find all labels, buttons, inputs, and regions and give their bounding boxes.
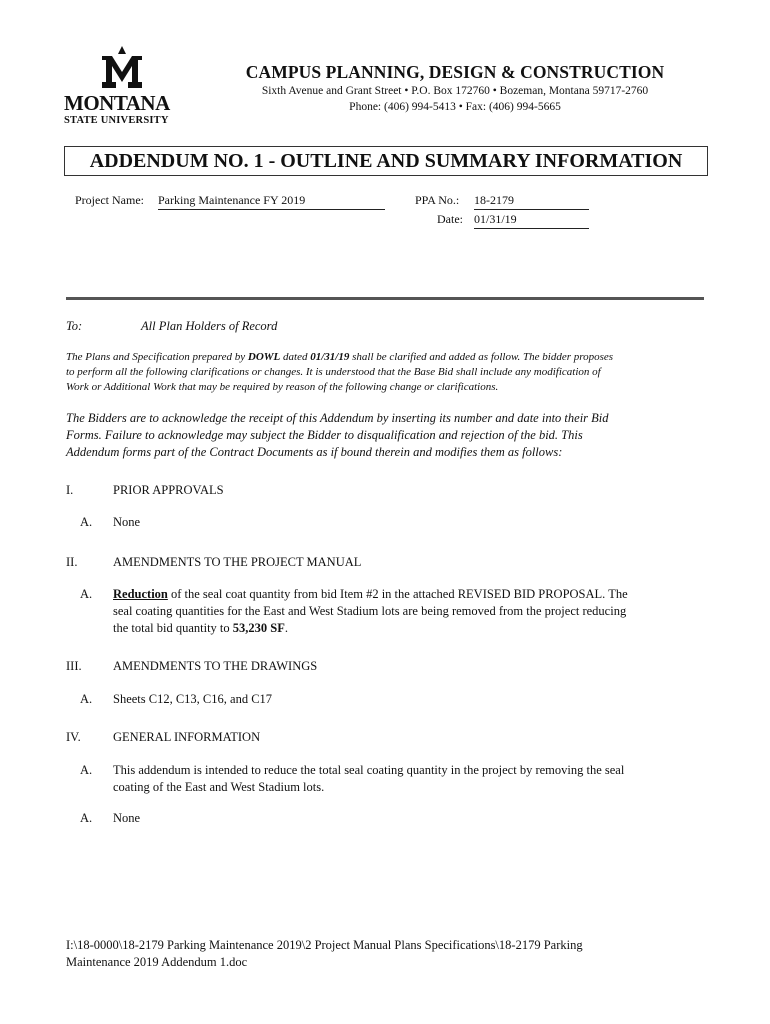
section-4-item-b-text: None bbox=[113, 811, 141, 825]
section-2-title: AMENDMENTS TO THE PROJECT MANUAL bbox=[113, 555, 362, 569]
ack-line-3: Addendum forms part of the Contract Documents as if bound therein and modifies them as follows: bbox=[66, 445, 563, 459]
section-2-item-text bbox=[113, 586, 713, 637]
logo-montana: MONTANA bbox=[64, 91, 170, 115]
intro-line-3: Work or Additional Work that may be required by reason of the following change or clarifications. bbox=[66, 381, 499, 393]
date-label: Date: bbox=[437, 212, 463, 226]
intro-text: The Plans and Specification prepared by bbox=[66, 351, 248, 363]
logo-state-university: STATE UNIVERSITY bbox=[64, 115, 169, 126]
amendment-line-1: of the seal coat quantity from bid Item #2 in the attached REVISED BID PROPOSAL. The bbox=[167, 587, 628, 601]
section-1-item-number: A. bbox=[80, 515, 93, 529]
project-name-value: Parking Maintenance FY 2019 bbox=[158, 193, 385, 210]
amendment-line-3: the total bid quantity to bbox=[113, 621, 233, 635]
general-info-line-1: This addendum is intended to reduce the total seal coating quantity in the project by removing the seal bbox=[113, 763, 625, 777]
section-3-title: AMENDMENTS TO THE DRAWINGS bbox=[113, 659, 318, 673]
section-4-number: IV. bbox=[66, 730, 81, 744]
total-quantity: 53,230 SF bbox=[232, 621, 285, 635]
header-divider bbox=[66, 297, 704, 300]
organization-phone: Phone: (406) 994-5413 • Fax: (406) 994-5665 bbox=[349, 101, 561, 113]
section-4-item-b-number: A. bbox=[80, 811, 93, 825]
amendment-period: . bbox=[284, 621, 288, 635]
montana-state-m-logo-icon bbox=[92, 44, 152, 94]
ack-line-2: Forms. Failure to acknowledge may subject the Bidder to disqualification and rejection of the bid. This bbox=[66, 428, 583, 442]
section-4-item-text bbox=[113, 762, 713, 796]
to-label: To: bbox=[66, 319, 83, 333]
ppa-no-label: PPA No.: bbox=[415, 193, 460, 207]
section-3-item-text: Sheets C12, C13, C16, and C17 bbox=[113, 692, 273, 706]
general-info-line-2: coating of the East and West Stadium lots. bbox=[113, 780, 325, 794]
section-1-number: I. bbox=[66, 483, 74, 497]
designer-name: DOWL bbox=[247, 351, 281, 363]
file-path-line-1: I:\18-0000\18-2179 Parking Maintenance 2019\2 Project Manual Plans Specifications\18-2179 Parking bbox=[66, 938, 583, 952]
to-value: All Plan Holders of Record bbox=[141, 319, 278, 333]
reduction-label: Reduction bbox=[113, 587, 168, 601]
intro-line-2: to perform all the following clarifications or changes. It is understood that the Base Bid shall include any modification of bbox=[66, 366, 601, 378]
montana-state-logo bbox=[62, 44, 182, 130]
project-name-label: Project Name: bbox=[75, 193, 144, 207]
intro-text: shall be clarified and added as follow. The bidder proposes bbox=[349, 351, 614, 363]
organization-name: CAMPUS PLANNING, DESIGN & CONSTRUCTION bbox=[245, 62, 665, 82]
section-2-item-number: A. bbox=[80, 587, 93, 601]
plan-date: 01/31/19 bbox=[310, 351, 350, 363]
section-2-number: II. bbox=[66, 555, 78, 569]
file-path-footer bbox=[66, 937, 716, 971]
section-1-title: PRIOR APPROVALS bbox=[113, 483, 224, 497]
section-3-number: III. bbox=[66, 659, 82, 673]
section-3-item-number: A. bbox=[80, 692, 93, 706]
organization-address: Sixth Avenue and Grant Street • P.O. Box 172760 • Bozeman, Montana 59717-2760 bbox=[261, 85, 649, 97]
date-value: 01/31/19 bbox=[474, 212, 589, 229]
intro-text: dated bbox=[280, 351, 311, 363]
ack-line-1: The Bidders are to acknowledge the receipt of this Addendum by inserting its number and date into their Bid bbox=[66, 411, 609, 425]
document-title: ADDENDUM NO. 1 - OUTLINE AND SUMMARY INFORMATION bbox=[89, 150, 683, 172]
section-4-title: GENERAL INFORMATION bbox=[113, 730, 261, 744]
file-path-line-2: Maintenance 2019 Addendum 1.doc bbox=[66, 955, 248, 969]
intro-paragraph-2 bbox=[66, 410, 716, 461]
amendment-line-2: seal coating quantities for the East and West Stadium lots are being removed from the project reducing bbox=[113, 604, 627, 618]
ppa-no-value: 18-2179 bbox=[474, 193, 589, 210]
section-4-item-number: A. bbox=[80, 763, 93, 777]
intro-paragraph-1 bbox=[66, 350, 716, 395]
section-1-item-text: None bbox=[113, 515, 141, 529]
